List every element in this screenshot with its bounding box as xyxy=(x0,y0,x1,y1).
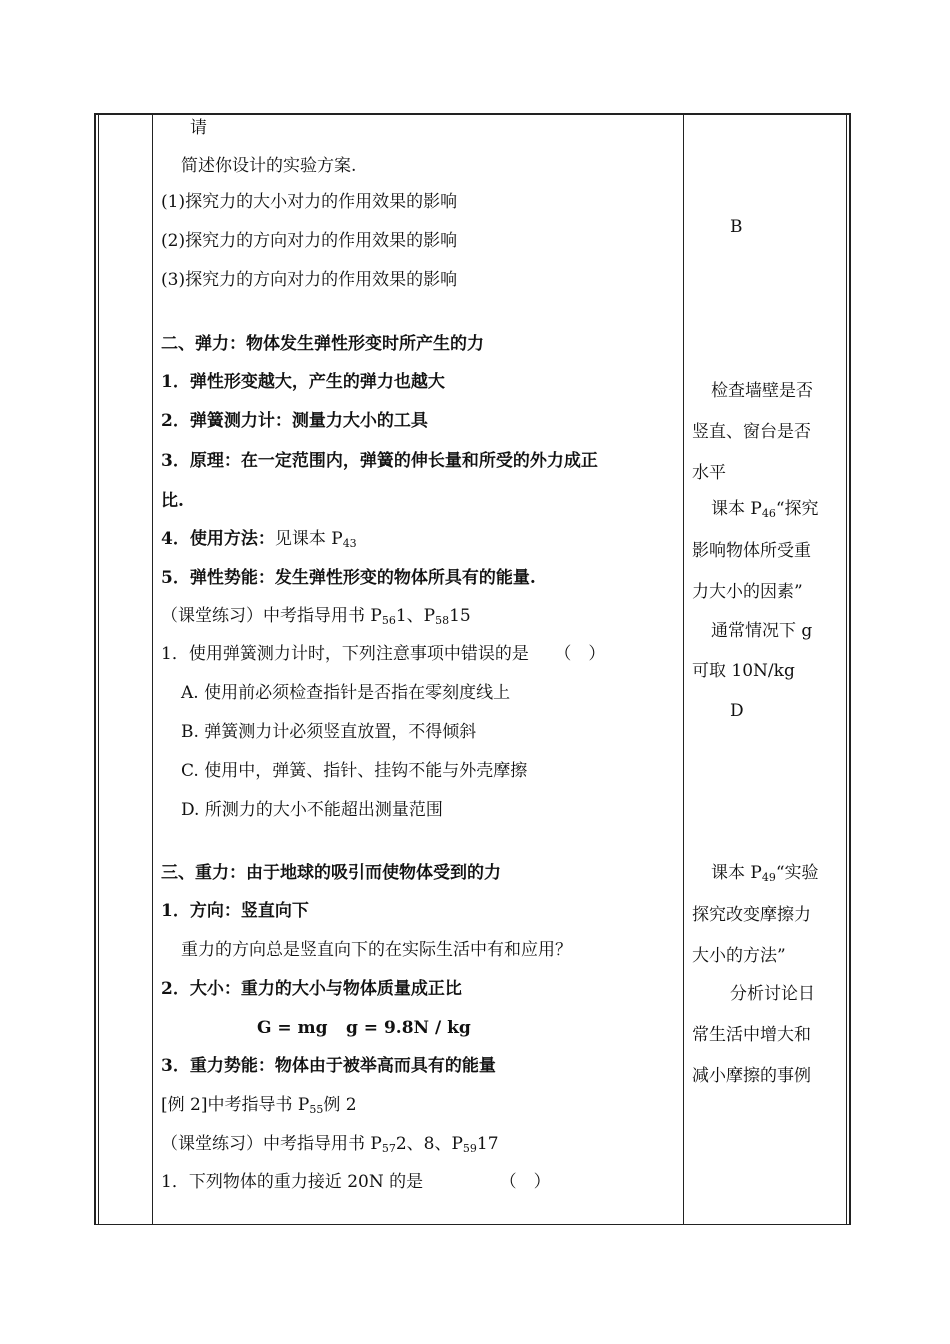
main-line: 1．方向：竖直向下 xyxy=(161,901,309,921)
text-part: 课本 P xyxy=(711,863,762,883)
main-line-text: 见课本 P xyxy=(274,529,343,549)
main-line: 1．弹性形变越大，产生的弹力也越大 xyxy=(161,372,445,392)
text-part: “探究 xyxy=(775,499,819,519)
subscript: 59 xyxy=(462,1142,477,1155)
subscript: 55 xyxy=(309,1103,324,1116)
main-line xyxy=(161,1133,499,1155)
text-part: （课堂练习）中考指导用书 P xyxy=(161,1134,382,1154)
side-note: 可取 10N/kg xyxy=(692,661,795,681)
main-line xyxy=(161,1094,357,1116)
side-note xyxy=(711,498,819,520)
column-divider-right xyxy=(683,113,684,1225)
main-line: 重力的方向总是竖直向下的在实际生活中有和应用？ xyxy=(181,940,572,960)
side-note: 水平 xyxy=(692,463,726,483)
main-line: 2．大小：重力的大小与物体质量成正比 xyxy=(161,979,462,999)
option-line: D. 所测力的大小不能超出测量范围 xyxy=(181,800,443,820)
subscript: 57 xyxy=(381,1142,396,1155)
section-heading-gravity: 三、重力：由于地球的吸引而使物体受到的力 xyxy=(161,863,501,883)
formula-g-mg: G = mg xyxy=(257,1018,328,1038)
table-bottom-border xyxy=(94,1224,851,1225)
option-line: B. 弹簧测力计必须竖直放置，不得倾斜 xyxy=(181,722,477,742)
section-heading-elastic-force: 二、弹力：物体发生弹性形变时所产生的力 xyxy=(161,334,484,354)
text-part: “实验 xyxy=(775,863,819,883)
side-note: 分析讨论日 xyxy=(730,984,815,1004)
side-note: 常生活中增大和 xyxy=(692,1025,811,1045)
subscript: 58 xyxy=(435,614,450,627)
main-line: (3)探究力的方向对力的作用效果的影响 xyxy=(161,270,458,290)
text-part: 15 xyxy=(449,606,471,626)
main-line: (1)探究力的大小对力的作用效果的影响 xyxy=(161,192,458,212)
side-note: 竖直、窗台是否 xyxy=(692,422,811,442)
main-line: 简述你设计的实验方案. xyxy=(181,156,357,176)
side-note xyxy=(711,862,819,884)
text-part: [例 2]中考指导书 P xyxy=(161,1095,310,1115)
main-line: 比. xyxy=(161,491,184,511)
text-part: 2、8、P xyxy=(395,1134,463,1154)
main-line: (2)探究力的方向对力的作用效果的影响 xyxy=(161,231,458,251)
main-line: 1．下列物体的重力接近 20N 的是 （ ） xyxy=(161,1172,551,1192)
side-note: 大小的方法” xyxy=(692,946,786,966)
side-note: 力大小的因素” xyxy=(692,582,803,602)
main-line: 3．原理：在一定范围内，弹簧的伸长量和所受的外力成正 xyxy=(161,451,598,471)
text-part: 例 2 xyxy=(323,1095,357,1115)
main-line xyxy=(161,528,357,550)
main-line xyxy=(161,605,471,627)
subscript: 46 xyxy=(761,507,776,520)
main-line: 5．弹性势能：发生弹性形变的物体所具有的能量. xyxy=(161,568,536,588)
side-answer: D xyxy=(730,701,744,721)
main-line: 2．弹簧测力计：测量力大小的工具 xyxy=(161,411,428,431)
option-line: C. 使用中，弹簧、指针、挂钩不能与外壳摩擦 xyxy=(181,761,528,781)
main-line: 1．使用弹簧测力计时，下列注意事项中错误的是 （ ） xyxy=(161,644,606,664)
side-note: 影响物体所受重 xyxy=(692,541,811,561)
side-note: 探究改变摩擦力 xyxy=(692,905,811,925)
side-note: 检查墙壁是否 xyxy=(711,381,813,401)
subscript: 43 xyxy=(342,537,357,550)
column-divider-left xyxy=(152,113,153,1225)
text-part: 17 xyxy=(476,1134,499,1154)
subscript: 56 xyxy=(381,614,396,627)
main-line-label: 4．使用方法： xyxy=(161,529,275,549)
side-note: 通常情况下 g xyxy=(711,621,813,641)
formula-g-value: g = 9.8N / kg xyxy=(346,1018,471,1038)
option-line: A. 使用前必须检查指针是否指在零刻度线上 xyxy=(181,683,511,703)
side-answer: B xyxy=(730,217,743,237)
text-part: （课堂练习）中考指导用书 P xyxy=(161,606,382,626)
main-line: 请 xyxy=(190,118,207,138)
text-part: 1、P xyxy=(395,606,436,626)
text-part: 课本 P xyxy=(711,499,762,519)
main-line: 3．重力势能：物体由于被举高而具有的能量 xyxy=(161,1056,496,1076)
subscript: 49 xyxy=(761,871,776,884)
side-note: 减小摩擦的事例 xyxy=(692,1066,811,1086)
